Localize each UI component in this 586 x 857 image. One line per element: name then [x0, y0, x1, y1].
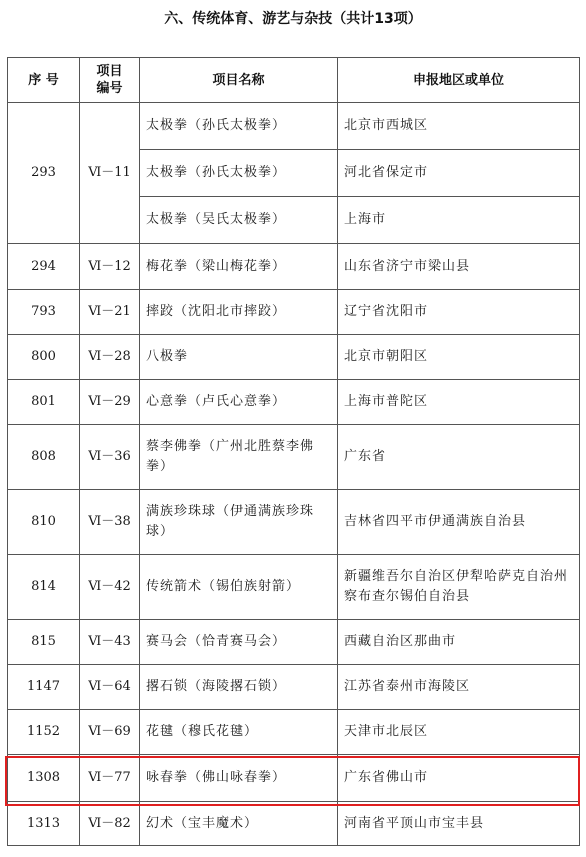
cell-code: Ⅵ－12: [80, 244, 140, 290]
header-code-line1: 项目: [96, 64, 123, 79]
table-row: [8, 802, 580, 846]
header-code-line2: 编号: [96, 81, 123, 96]
cell-region: 北京市西城区: [338, 103, 580, 150]
cell-code: Ⅵ－82: [80, 802, 140, 846]
cell-code: Ⅵ－28: [80, 335, 140, 380]
header-code: [80, 58, 140, 103]
cell-name: 摔跤（沈阳北市摔跤）: [140, 290, 338, 335]
cell-name: 心意拳（卢氏心意拳）: [140, 380, 338, 425]
table-row: [8, 103, 580, 150]
cell-name: 满族珍珠球（伊通满族珍珠球）: [140, 490, 338, 555]
cell-name: 撂石锁（海陵撂石锁）: [140, 665, 338, 710]
cell-code: Ⅵ－43: [80, 620, 140, 665]
table-row: [8, 425, 580, 490]
cell-seq: 1308: [8, 755, 80, 802]
table-row: [8, 380, 580, 425]
cell-name: 八极拳: [140, 335, 338, 380]
cell-code: Ⅵ－36: [80, 425, 140, 490]
cell-seq: 1152: [8, 710, 80, 755]
cell-region: 广东省: [338, 425, 580, 490]
cell-region: 新疆维吾尔自治区伊犁哈萨克自治州察布查尔锡伯自治县: [338, 555, 580, 620]
table-row: [8, 710, 580, 755]
cell-seq: 1313: [8, 802, 80, 846]
cell-seq: 294: [8, 244, 80, 290]
cell-seq: 808: [8, 425, 80, 490]
cell-name: 花毽（穆氏花毽）: [140, 710, 338, 755]
cell-seq: 293: [8, 103, 80, 244]
cell-region: 上海市: [338, 197, 580, 244]
cell-region: 河北省保定市: [338, 150, 580, 197]
cell-seq: 815: [8, 620, 80, 665]
cell-code: Ⅵ－42: [80, 555, 140, 620]
cell-seq: 793: [8, 290, 80, 335]
cell-code: Ⅵ－11: [80, 103, 140, 244]
cell-region: 江苏省泰州市海陵区: [338, 665, 580, 710]
cell-region: 辽宁省沈阳市: [338, 290, 580, 335]
heritage-table: [7, 57, 580, 846]
cell-region: 广东省佛山市: [338, 755, 580, 802]
table-row: [8, 555, 580, 620]
cell-seq: 801: [8, 380, 80, 425]
page-title: 六、传统体育、游艺与杂技（共计13项）: [164, 11, 422, 27]
cell-seq: 814: [8, 555, 80, 620]
table-row: [8, 335, 580, 380]
cell-region: 北京市朝阳区: [338, 335, 580, 380]
cell-region: 西藏自治区那曲市: [338, 620, 580, 665]
cell-code: Ⅵ－77: [80, 755, 140, 802]
cell-seq: 810: [8, 490, 80, 555]
table-row-highlighted: [8, 755, 580, 802]
cell-code: Ⅵ－21: [80, 290, 140, 335]
cell-region: 河南省平顶山市宝丰县: [338, 802, 580, 846]
cell-region: 吉林省四平市伊通满族自治县: [338, 490, 580, 555]
header-name: 项目名称: [140, 58, 338, 103]
cell-name: 太极拳（吴氏太极拳）: [140, 197, 338, 244]
cell-code: Ⅵ－64: [80, 665, 140, 710]
cell-region: 山东省济宁市梁山县: [338, 244, 580, 290]
cell-seq: 800: [8, 335, 80, 380]
table-row: [8, 620, 580, 665]
header-region: 申报地区或单位: [338, 58, 580, 103]
cell-name: 梅花拳（梁山梅花拳）: [140, 244, 338, 290]
cell-name: 幻术（宝丰魔术）: [140, 802, 338, 846]
cell-code: Ⅵ－29: [80, 380, 140, 425]
table-row: [8, 244, 580, 290]
cell-seq: 1147: [8, 665, 80, 710]
cell-name: 蔡李佛拳（广州北胜蔡李佛拳）: [140, 425, 338, 490]
cell-name: 传统箭术（锡伯族射箭）: [140, 555, 338, 620]
table-header-row: [8, 58, 580, 103]
table-row: [8, 490, 580, 555]
table-row: [8, 665, 580, 710]
table-row: [8, 290, 580, 335]
cell-region: 天津市北辰区: [338, 710, 580, 755]
header-seq: 序 号: [8, 58, 80, 103]
cell-name: 太极拳（孙氏太极拳）: [140, 103, 338, 150]
cell-name: 赛马会（恰青赛马会）: [140, 620, 338, 665]
cell-name: 太极拳（孙氏太极拳）: [140, 150, 338, 197]
cell-name: 咏春拳（佛山咏春拳）: [140, 755, 338, 802]
cell-code: Ⅵ－38: [80, 490, 140, 555]
cell-code: Ⅵ－69: [80, 710, 140, 755]
cell-region: 上海市普陀区: [338, 380, 580, 425]
